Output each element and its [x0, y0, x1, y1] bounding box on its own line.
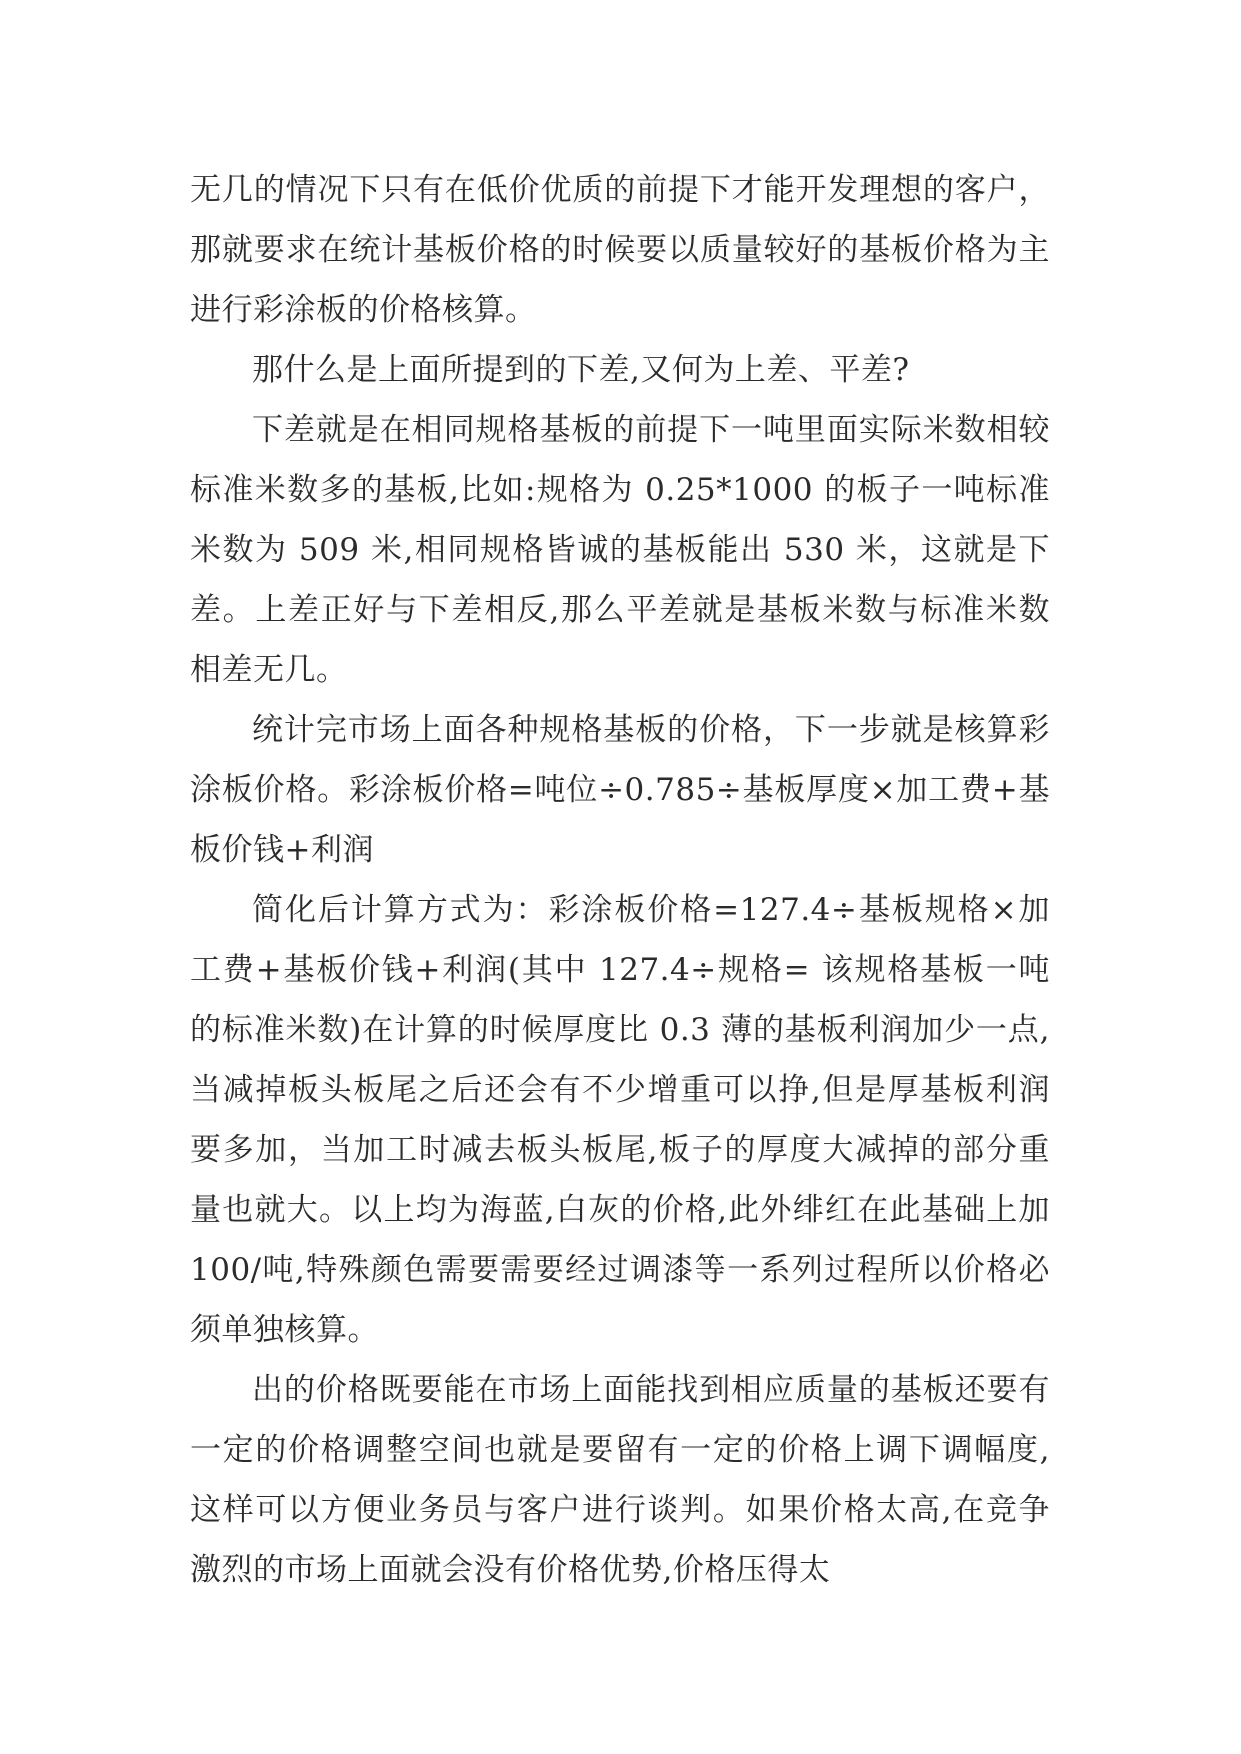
paragraph-continuation: 无几的情况下只有在低价优质的前提下才能开发理想的客户，那就要求在统计基板价格的时候要以质量较好的基板价格为主进行彩涂板的价格核算。	[190, 172, 1050, 328]
paragraph-price-formula: 统计完市场上面各种规格基板的价格，下一步就是核算彩涂板价格。彩涂板价格=吨位÷0.785÷基板厚度×加工费+基板价钱+利润	[190, 712, 1050, 868]
body-text	[190, 160, 1050, 1600]
paragraph-question: 那什么是上面所提到的下差,又何为上差、平差?	[252, 352, 910, 388]
paragraph-price-adjustment: 出的价格既要能在市场上面能找到相应质量的基板还要有一定的价格调整空间也就是要留有一定的价格上调下调幅度,这样可以方便业务员与客户进行谈判。如果价格太高,在竞争激烈的市场上面就会没有价格优势,价格压得太	[190, 1372, 1050, 1588]
paragraph-simplified-formula: 简化后计算方式为：彩涂板价格=127.4÷基板规格×加工费+基板价钱+利润(其中 127.4÷规格= 该规格基板一吨的标准米数)在计算的时候厚度比 0.3 薄的基板利润加少一点,当减掉板头板尾之后还会有不少增重可以挣,但是厚基板利润要多加，当加工时减去板头板尾,板子的厚度大减掉的部分重量也就大。以上均为海蓝,白灰的价格,此外绯红在此基础上加 100/吨,特殊颜色需要需要经过调漆等一系列过程所以价格必须单独核算。	[190, 892, 1050, 1348]
paragraph-lower-tolerance: 下差就是在相同规格基板的前提下一吨里面实际米数相较标准米数多的基板,比如:规格为 0.25*1000 的板子一吨标准米数为 509 米,相同规格皆诚的基板能出 530 米，这就是下差。上差正好与下差相反,那么平差就是基板米数与标准米数相差无几。	[190, 412, 1050, 688]
